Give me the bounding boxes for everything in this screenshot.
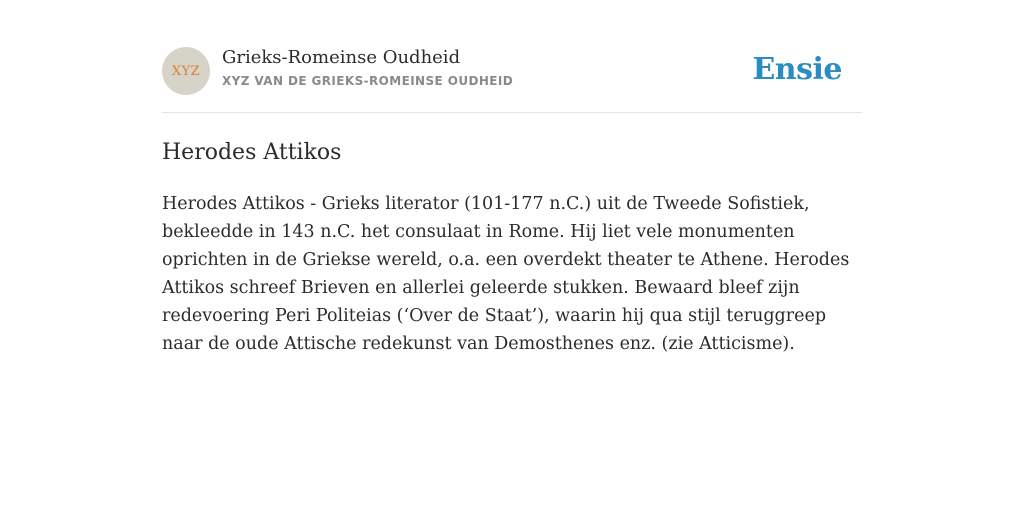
source-info [222,46,513,89]
content-container [162,0,862,354]
source-avatar[interactable] [162,47,210,95]
source-title[interactable]: Grieks-Romeinse Oudheid [222,47,461,68]
source-subtitle: XYZ VAN DE GRIEKS-ROMEINSE OUDHEID [222,74,514,88]
source-header [162,0,862,113]
ensie-logo[interactable]: Ensie [752,52,842,87]
source-avatar-text: XYZ [171,63,201,79]
entry-title: Herodes Attikos [162,140,342,165]
entry-body: Herodes Attikos - Grieks literator (101-177 n.C.) uit de Tweede Sofistiek, bekleedde in 143 n.C. het consulaat in Rome. Hij liet vele monumenten oprichten in de Griekse wereld, o.a. een overdekt theater te Athene. Herodes Attikos schreef Brieven en allerlei geleerde stukken. Bewaard bleef zijn redevoering Peri Politeias (‘Over de Staat’), waarin hij qua stijl teruggreep naar de oude Attische redekunst van Demosthenes enz. (zie Atticisme). [162,194,850,354]
